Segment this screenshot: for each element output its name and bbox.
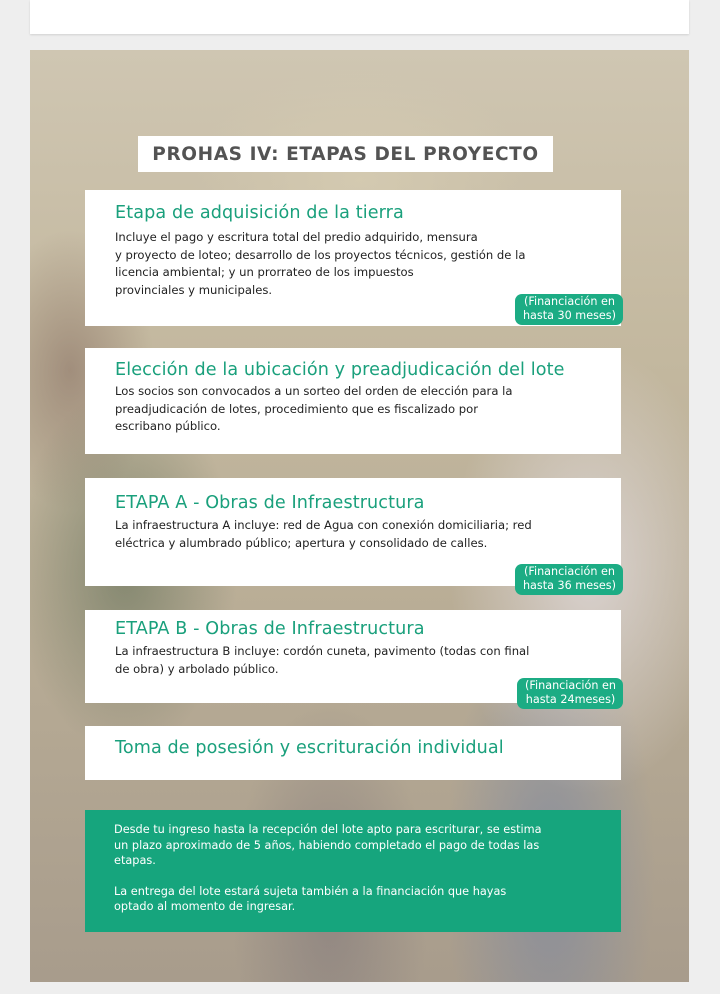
stage-description-line: Los socios son convocados a un sorteo del orden de elección para la <box>115 384 513 398</box>
stage-description-line: eléctrica y alumbrado público; apertura y consolidado de calles. <box>115 535 488 550</box>
stage-description-line: licencia ambiental; y un prorrateo de los impuestos <box>115 265 414 279</box>
financing-badge-line: hasta 24meses) <box>525 693 616 706</box>
stage-heading: Toma de posesión y escrituración individual <box>115 738 504 758</box>
stage-description-line: escribano público. <box>115 419 221 433</box>
previous-page-card <box>30 0 689 34</box>
timeline-note-line: un plazo aproximado de 5 años, habiendo completado el pago de todas las <box>114 838 540 852</box>
stage-description <box>115 517 591 552</box>
financing-badge-line: (Financiación en <box>523 295 615 308</box>
stage-heading: Elección de la ubicación y preadjudicación del lote <box>115 360 565 380</box>
stage-description <box>115 643 591 678</box>
timeline-note-line: Desde tu ingreso hasta la recepción del lote apto para escriturar, se estima <box>114 823 542 836</box>
financing-badge-line: hasta 36 meses) <box>522 579 616 592</box>
poster-title: PROHAS IV: ETAPAS DEL PROYECTO <box>152 143 539 165</box>
timeline-note-paragraph <box>114 822 605 869</box>
stage-description-line: La infraestructura A incluye: red de Agua con conexión domiciliaria; red <box>115 518 532 532</box>
financing-badge-line: hasta 30 meses) <box>522 309 616 322</box>
financing-badge <box>515 294 623 325</box>
stage-description <box>115 229 591 299</box>
financing-badge <box>515 564 623 595</box>
stage-description-line: y proyecto de loteo; desarrollo de los proyectos técnicos, gestión de la <box>115 247 526 262</box>
stage-description-line: Incluye el pago y escritura total del predio adquirido, mensura <box>115 230 478 244</box>
stage-description-line: preadjudicación de lotes, procedimiento que es fiscalizado por <box>115 401 478 416</box>
timeline-note-line: optado al momento de ingresar. <box>114 900 296 913</box>
poster <box>30 50 689 982</box>
financing-badge <box>517 678 623 709</box>
stage-description-line: de obra) y arbolado público. <box>115 661 279 676</box>
stage-heading: ETAPA B - Obras de Infraestructura <box>115 619 425 639</box>
poster-title-box <box>138 136 553 172</box>
stage-card-land-acquisition <box>85 190 621 326</box>
stage-description <box>115 383 591 436</box>
stage-description-line: La infraestructura B incluye: cordón cuneta, pavimento (todas con final <box>115 644 530 658</box>
stage-heading: ETAPA A - Obras de Infraestructura <box>115 493 425 513</box>
stage-card-possession <box>85 726 621 780</box>
stage-description-line: provinciales y municipales. <box>115 282 273 297</box>
financing-badge-line: (Financiación en <box>523 565 615 578</box>
delivery-note-paragraph <box>114 884 605 915</box>
stage-card-lot-selection <box>85 348 621 454</box>
stage-card-infrastructure-a <box>85 478 621 592</box>
timeline-note-line: La entrega del lote estará sujeta también a la financiación que hayas <box>114 884 507 898</box>
financing-badge-line: (Financiación en <box>525 679 616 692</box>
timeline-note-line: etapas. <box>114 854 156 867</box>
stage-card-infrastructure-b <box>85 610 621 706</box>
stage-heading: Etapa de adquisición de la tierra <box>115 203 404 223</box>
timeline-note <box>85 810 621 932</box>
